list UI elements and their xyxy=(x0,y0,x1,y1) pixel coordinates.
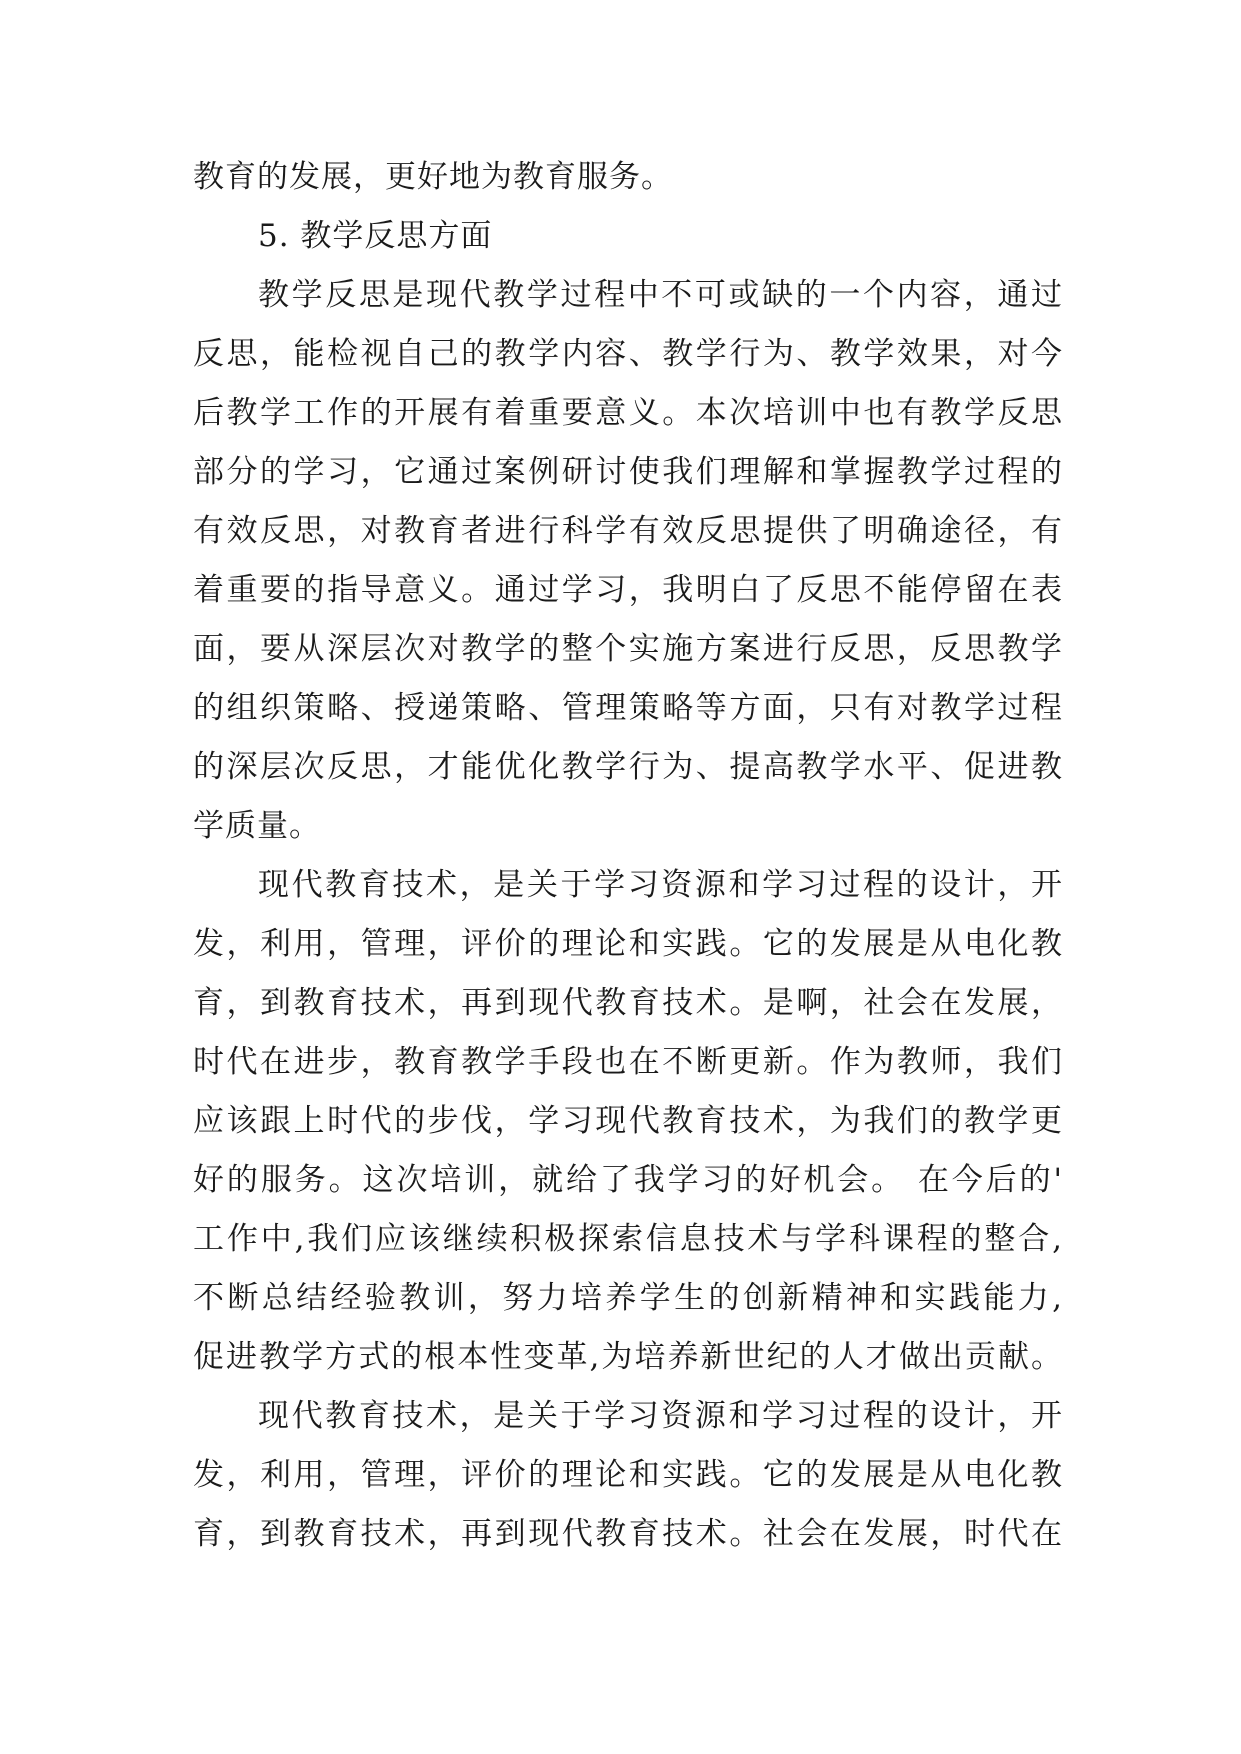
text-line: 的深层次反思，才能优化教学行为、提高教学水平、促进教 xyxy=(193,749,1063,785)
text-line: 发，利用，管理，评价的理论和实践。它的发展是从电化教 xyxy=(193,926,1063,962)
text-line: 现代教育技术，是关于学习资源和学习过程的设计，开 xyxy=(258,867,1063,903)
text-line: 着重要的指导意义。通过学习，我明白了反思不能停留在表 xyxy=(193,572,1063,608)
text-line: 有效反思，对教育者进行科学有效反思提供了明确途径，有 xyxy=(193,513,1063,549)
text-line: 现代教育技术，是关于学习资源和学习过程的设计，开 xyxy=(258,1398,1063,1434)
text-line: 好的服务。这次培训，就给了我学习的好机会。 在今后的' xyxy=(193,1162,1063,1198)
text-line: 促进教学方式的根本性变革,为培养新世纪的人才做出贡献。 xyxy=(193,1339,1063,1375)
text-line: 育，到教育技术，再到现代教育技术。是啊，社会在发展， xyxy=(193,985,1063,1021)
text-line: 不断总结经验教训，努力培养学生的创新精神和实践能力, xyxy=(193,1280,1063,1316)
text-line: 后教学工作的开展有着重要意义。本次培训中也有教学反思 xyxy=(193,395,1063,431)
text-line: 的组织策略、授递策略、管理策略等方面，只有对教学过程 xyxy=(193,690,1063,726)
text-line: 应该跟上时代的步伐，学习现代教育技术，为我们的教学更 xyxy=(193,1103,1063,1139)
text-line: 学质量。 xyxy=(193,808,321,844)
text-line: 面，要从深层次对教学的整个实施方案进行反思，反思教学 xyxy=(193,631,1063,667)
text-line: 反思，能检视自己的教学内容、教学行为、教学效果，对今 xyxy=(193,336,1063,372)
text-line: 工作中,我们应该继续积极探索信息技术与学科课程的整合, xyxy=(193,1221,1063,1257)
text-line: 部分的学习，它通过案例研讨使我们理解和掌握教学过程的 xyxy=(193,454,1063,490)
text-line: 教学反思是现代教学过程中不可或缺的一个内容，通过 xyxy=(258,277,1063,313)
text-line: 教育的发展，更好地为教育服务。 xyxy=(193,159,673,195)
text-line: 发，利用，管理，评价的理论和实践。它的发展是从电化教 xyxy=(193,1457,1063,1493)
text-line: 育，到教育技术，再到现代教育技术。社会在发展，时代在 xyxy=(193,1516,1063,1552)
text-line: 时代在进步，教育教学手段也在不断更新。作为教师，我们 xyxy=(193,1044,1063,1080)
section-heading: 5. 教学反思方面 xyxy=(258,218,493,254)
